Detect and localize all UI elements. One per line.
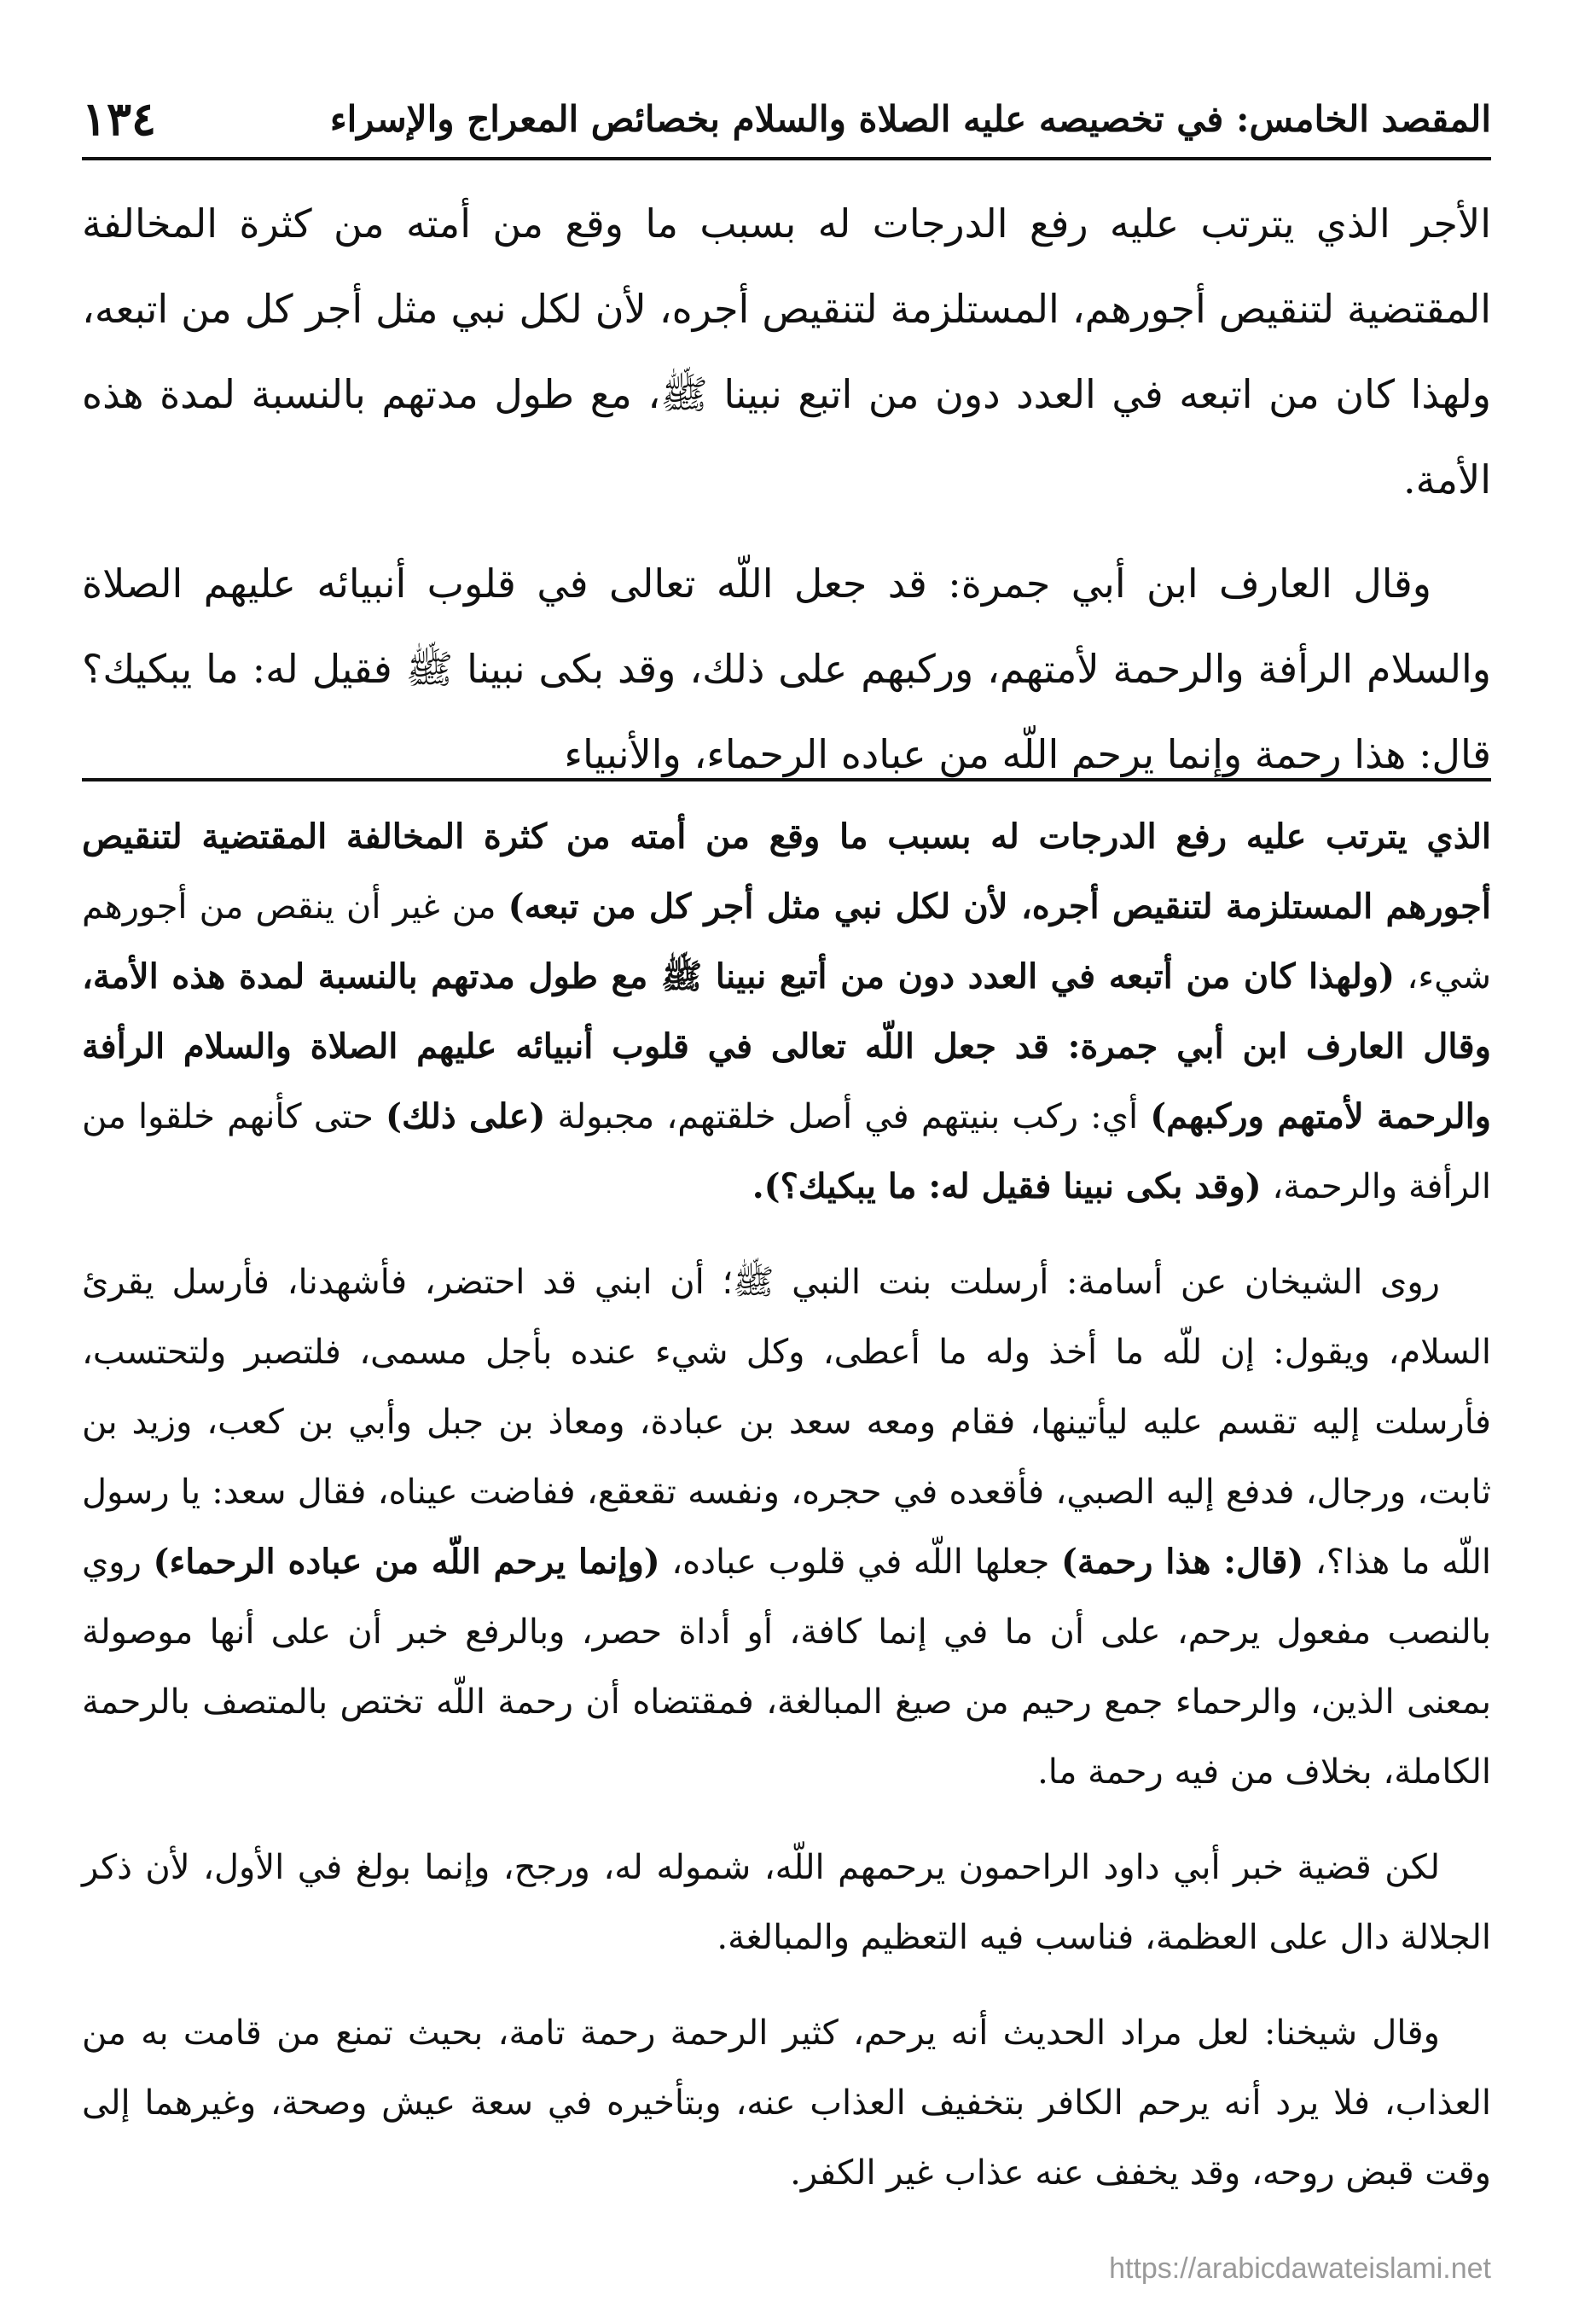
quoted-text: (على ذلك) — [386, 1096, 546, 1136]
commentary-paragraph-1 — [82, 802, 1491, 1222]
commentary-text: جعلها اللّه في قلوب عباده، — [659, 1543, 1061, 1582]
page-header — [82, 89, 1491, 148]
main-paragraph-1: الأجر الذي يترتب عليه رفع الدرجات له بسبب ما وقع من أمته من كثرة المخالفة المقتضية لتنقيص أجورهم، المستلزمة لتنقيص أجره، لأن لكل نبي مثل أجر كل من اتبعه، ولهذا كان من اتبعه في العدد دون من اتبع نبينا ﷺ، مع طول مدتهم بالنسبة لمدة هذه الأمة. — [82, 200, 1491, 503]
commentary-separator — [82, 778, 1491, 781]
quoted-text: (قال: هذا رحمة) — [1060, 1542, 1304, 1582]
commentary-text: روى الشيخان عن أسامة: أرسلت بنت النبي ﷺ؛ أن ابني قد احتضر، فأشهدنا، فأرسل يقرئ السلام، ويقول: إن للّه ما أخذ وله ما أعطى، وكل شيء عنده بأجل مسمى، فلتصبر ولتحتسب، فأرسلت إليه تقسم عليه ليأتينها، فقام ومعه سعد بن عبادة، ومعاذ بن جبل وأبي بن كعب، وزيد بن ثابت، ورجال، فدفع إليه الصبي، فأقعده في حجره، ونفسه تقعقع، ففاضت عيناه، فقال سعد: يا رسول اللّه ما هذا؟، — [82, 1263, 1492, 1582]
quoted-text: (وقد بكى نبينا فقيل له: ما يبكيك؟). — [752, 1166, 1262, 1206]
commentary-paragraph-2 — [82, 1247, 1491, 1807]
commentary-text: من غير أن ينقص من أجورهم شيء، — [82, 887, 1491, 996]
main-paragraph-2: وقال العارف ابن أبي جمرة: قد جعل اللّه تعالى في قلوب أنبيائه عليهم الصلاة والسلام الرأفة والرحمة لأمتهم، وركبهم على ذلك، وقد بكى نبينا ﷺ فقيل له: ما يبكيك؟ قال: هذا رحمة وإنما يرحم اللّه من عباده الرحماء، والأنبياء — [82, 561, 1491, 777]
running-head: المقصد الخامس: في تخصيصه عليه الصلاة والسلام بخصائص المعراج والإسراء — [329, 97, 1491, 140]
commentary-text: روي بالنصب مفعول يرحم، على أن ما في إنما كافة، أو أداة حصر، وبالرفع خبر أن على أنها موصولة بمعنى الذين، والرحماء جمع رحيم من صيغ المبالغة، فمقتضاه أن رحمة اللّه تختص بالمتصف بالرحمة الكاملة، بخلاف من فيه رحمة ما. — [82, 1543, 1491, 1792]
main-text-block — [82, 181, 1491, 816]
commentary-text: حتى كأنهم خلقوا من الرأفة والرحمة، — [82, 1097, 1491, 1206]
quoted-text: (وإنما يرحم اللّه من عباده الرحماء) — [153, 1542, 660, 1582]
commentary-block — [82, 802, 1491, 2234]
commentary-paragraph-4: وقال شيخنا: لعل مراد الحديث أنه يرحم، كثير الرحمة رحمة تامة، بحيث تمنع من قامت به من العذاب، فلا يرد أنه يرحم الكافر بتخفيف العذاب عنه، وبتأخيره في سعة عيش وصحة، وغيرهما إلى وقت قبض روحه، وقد يخفف عنه عذاب غير الكفر. — [82, 2013, 1491, 2193]
commentary-paragraph-3: لكن قضية خبر أبي داود الراحمون يرحمهم اللّه، شموله له، ورجح، وإنما بولغ في الأول، لأن ذكر الجلالة دال على العظمة، فناسب فيه التعظيم والمبالغة. — [82, 1848, 1491, 1957]
commentary-text: أي: ركب بنيتهم في أصل خلقتهم، مجبولة — [545, 1097, 1151, 1136]
quoted-text: الذي يترتب عليه رفع الدرجات له بسبب ما وقع من أمته من كثرة المخالفة المقتضية لتنقيص أجورهم المستلزمة لتنقيص أجره، لأن لكل نبي مثل أجر كل من تبعه) — [82, 816, 1492, 927]
quoted-text: (ولهذا كان من أتبعه في العدد دون من أتبع نبينا ﷺ مع طول مدتهم بالنسبة لمدة هذه الأمة، وقال العارف ابن أبي جمرة: قد جعل اللّه تعالى في قلوب أنبيائه عليهم الصلاة والسلام الرأفة والرحمة لأمتهم وركبهم) — [82, 956, 1492, 1136]
page-number: ١٣٤ — [82, 91, 157, 146]
watermark-url: https://arabicdawateislami.net — [1109, 2252, 1491, 2285]
header-rule — [82, 157, 1491, 160]
